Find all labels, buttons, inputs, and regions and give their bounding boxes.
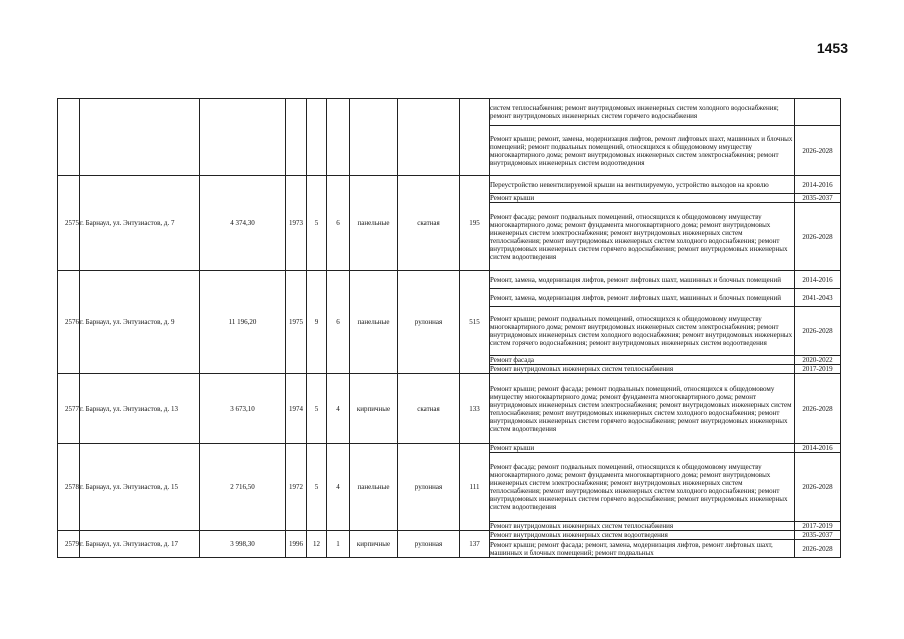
floors: 5 xyxy=(307,176,327,271)
work-period: 2014-2016 xyxy=(795,176,841,194)
table-row xyxy=(58,531,841,540)
object-address xyxy=(80,99,200,176)
work-period: 2035-2037 xyxy=(795,531,841,540)
total-area: 2 716,50 xyxy=(200,444,286,531)
total-area: 3 673,10 xyxy=(200,374,286,444)
work-description: систем теплоснабжения; ремонт внутридомовых инженерных систем холодного водоснабжения; ремонт внутридомовых инженерных систем горячего водоснабжения xyxy=(490,99,795,126)
table-row xyxy=(58,271,841,289)
work-period: 2041-2043 xyxy=(795,289,841,307)
work-period: 2026-2028 xyxy=(795,126,841,176)
work-description: Ремонт, замена, модернизация лифтов, ремонт лифтовых шахт, машинных и блочных помещений xyxy=(490,271,795,289)
residents: 515 xyxy=(460,271,490,374)
work-description: Ремонт крыши xyxy=(490,194,795,203)
work-period: 2014-2016 xyxy=(795,444,841,453)
object-address: г. Барнаул, ул. Энтузиастов, д. 15 xyxy=(80,444,200,531)
wall-material: панельные xyxy=(350,444,398,531)
work-description: Ремонт крыши xyxy=(490,444,795,453)
work-description: Ремонт крыши; ремонт фасада; ремонт подвальных помещений, относящихся к общедомовому имуществу многоквартирного дома; ремонт фундамента многоквартирного дома; ремонт внутридомовых инженерных систем электроснабжения; ремонт внутридомовых инженерных систем теплоснабжения; ремонт внутридомовых инженерных систем холодного водоснабжения; ремонт внутридомовых инженерных систем горячего водоснабжения; ремонт внутридомовых инженерных систем водоотведения xyxy=(490,374,795,444)
work-description: Ремонт фасада; ремонт подвальных помещений, относящихся к общедомовому имуществу многоквартирного дома; ремонт фундамента многоквартирного дома; ремонт внутридомовых инженерных систем электроснабжения; ремонт внутридомовых инженерных систем теплоснабжения; ремонт внутридомовых инженерных систем холодного водоснабжения; ремонт внутридомовых инженерных систем горячего водоснабжения; ремонт внутридомовых инженерных систем водоотведения xyxy=(490,453,795,522)
object-number: 2577 xyxy=(58,374,80,444)
roof-type: скатная xyxy=(398,176,460,271)
roof-type: рулонная xyxy=(398,444,460,531)
wall-material: панельные xyxy=(350,271,398,374)
table-row xyxy=(58,99,841,126)
object-address: г. Барнаул, ул. Энтузиастов, д. 7 xyxy=(80,176,200,271)
object-number: 2576 xyxy=(58,271,80,374)
wall-material: кирпичные xyxy=(350,374,398,444)
work-period: 2035-2037 xyxy=(795,194,841,203)
work-description: Ремонт фасада; ремонт подвальных помещений, относящихся к общедомовому имуществу многоквартирного дома; ремонт фундамента многоквартирного дома; ремонт внутридомовых инженерных систем электроснабжения; ремонт внутридомовых инженерных систем теплоснабжения; ремонт внутридомовых инженерных систем холодного водоснабжения; ремонт внутридомовых инженерных систем горячего водоснабжения; ремонт внутридомовых инженерных систем водоотведения xyxy=(490,203,795,271)
entrances: 6 xyxy=(327,271,350,374)
work-description: Ремонт фасада xyxy=(490,356,795,365)
work-description: Ремонт внутридомовых инженерных систем водоотведения xyxy=(490,531,795,540)
wall-material: панельные xyxy=(350,176,398,271)
build-year: 1974 xyxy=(286,374,307,444)
object-address: г. Барнаул, ул. Энтузиастов, д. 13 xyxy=(80,374,200,444)
work-description: Ремонт, замена, модернизация лифтов, ремонт лифтовых шахт, машинных и блочных помещений xyxy=(490,289,795,307)
work-period: 2026-2028 xyxy=(795,540,841,558)
residents: 195 xyxy=(460,176,490,271)
roof-type xyxy=(398,99,460,176)
build-year: 1972 xyxy=(286,444,307,531)
build-year xyxy=(286,99,307,176)
entrances: 4 xyxy=(327,374,350,444)
roof-type: рулонная xyxy=(398,271,460,374)
work-description: Ремонт внутридомовых инженерных систем теплоснабжения xyxy=(490,365,795,374)
floors: 5 xyxy=(307,374,327,444)
table-row xyxy=(58,374,841,444)
floors: 12 xyxy=(307,531,327,558)
residents xyxy=(460,99,490,176)
build-year: 1975 xyxy=(286,271,307,374)
work-period: 2014-2016 xyxy=(795,271,841,289)
table-row xyxy=(58,444,841,453)
residents: 137 xyxy=(460,531,490,558)
roof-type: скатная xyxy=(398,374,460,444)
floors: 9 xyxy=(307,271,327,374)
work-period: 2026-2028 xyxy=(795,203,841,271)
object-number: 2578 xyxy=(58,444,80,531)
work-period: 2026-2028 xyxy=(795,307,841,356)
work-description: Ремонт внутридомовых инженерных систем теплоснабжения xyxy=(490,522,795,531)
entrances: 1 xyxy=(327,531,350,558)
residents: 111 xyxy=(460,444,490,531)
build-year: 1973 xyxy=(286,176,307,271)
work-period: 2026-2028 xyxy=(795,453,841,522)
work-description: Ремонт крыши; ремонт, замена, модернизация лифтов, ремонт лифтовых шахт, машинных и блочных помещений; ремонт подвальных помещений, относящихся к общедомовому имуществу многоквартирного дома; ремонт внутридомовых инженерных систем электроснабжения; ремонт внутридомовых инженерных систем водоотведения xyxy=(490,126,795,176)
wall-material: кирпичные xyxy=(350,531,398,558)
entrances xyxy=(327,99,350,176)
total-area: 11 196,20 xyxy=(200,271,286,374)
work-period: 2017-2019 xyxy=(795,365,841,374)
object-number xyxy=(58,99,80,176)
wall-material xyxy=(350,99,398,176)
work-description: Ремонт крыши; ремонт подвальных помещений, относящихся к общедомовому имуществу многоквартирного дома; ремонт внутридомовых инженерных систем электроснабжения; ремонт внутридомовых инженерных систем холодного водоснабжения; ремонт внутридомовых инженерных систем горячего водоснабжения; ремонт внутридомовых инженерных систем водоотведения xyxy=(490,307,795,356)
object-address: г. Барнаул, ул. Энтузиастов, д. 17 xyxy=(80,531,200,558)
table-row xyxy=(58,176,841,194)
object-number: 2575 xyxy=(58,176,80,271)
total-area xyxy=(200,99,286,176)
work-description: Ремонт крыши; ремонт фасада; ремонт, замена, модернизация лифтов, ремонт лифтовых шахт, машинных и блочных помещений; ремонт подвальных xyxy=(490,540,795,558)
capital-repair-table xyxy=(57,98,841,558)
work-period: 2017-2019 xyxy=(795,522,841,531)
entrances: 6 xyxy=(327,176,350,271)
floors xyxy=(307,99,327,176)
page-number: 1453 xyxy=(816,40,848,56)
total-area: 3 998,30 xyxy=(200,531,286,558)
build-year: 1996 xyxy=(286,531,307,558)
roof-type: рулонная xyxy=(398,531,460,558)
entrances: 4 xyxy=(327,444,350,531)
floors: 5 xyxy=(307,444,327,531)
object-address: г. Барнаул, ул. Энтузиастов, д. 9 xyxy=(80,271,200,374)
work-period xyxy=(795,99,841,126)
total-area: 4 374,30 xyxy=(200,176,286,271)
object-number: 2579 xyxy=(58,531,80,558)
work-period: 2020-2022 xyxy=(795,356,841,365)
work-period: 2026-2028 xyxy=(795,374,841,444)
work-description: Переустройство невентилируемой крыши на вентилируемую, устройство выходов на кровлю xyxy=(490,176,795,194)
residents: 133 xyxy=(460,374,490,444)
